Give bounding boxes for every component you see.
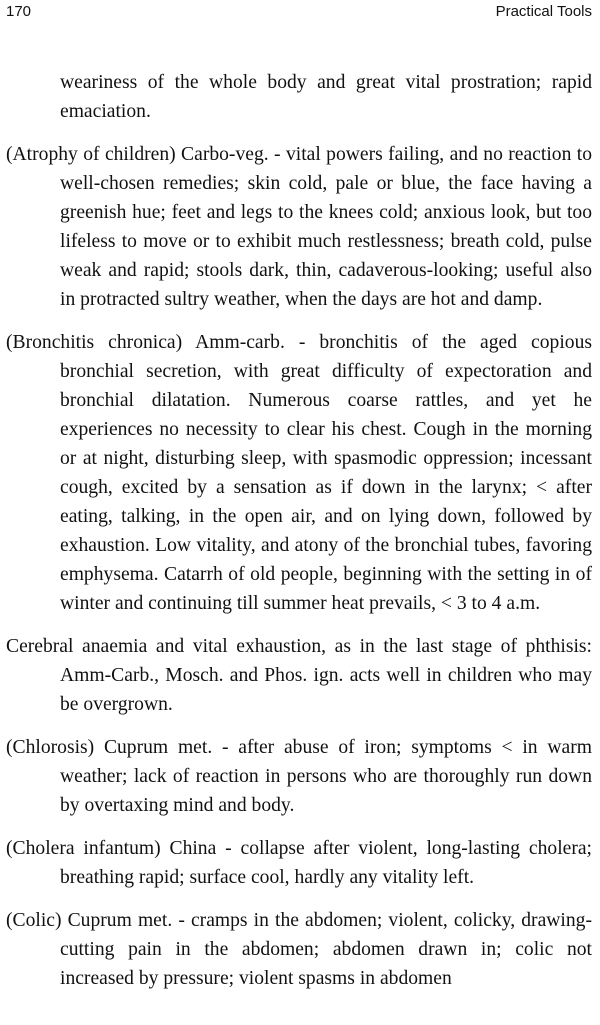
entry-colic: (Colic) Cuprum met. - cramps in the abdomen; violent, colicky, drawing-cutting pain in the abdomen; abdomen drawn in; colic not increased by pressure; violent spasms in abdomen bbox=[6, 910, 592, 989]
entry-chlorosis: (Chlorosis) Cuprum met. - after abuse of iron; symptoms < in warm weather; lack of reaction in persons who are thoroughly run down by overtaxing mind and body. bbox=[6, 737, 592, 816]
entry-atrophy-of-children: (Atrophy of children) Carbo-veg. - vital powers failing, and no reaction to well-chosen remedies; skin cold, pale or blue, the face having a greenish hue; feet and legs to the knees cold; anxious look, but too lifeless to move or to exhibit much restlessness; breath cold, pulse weak and rapid; stools dark, thin, cadaverous-looking; useful also in protracted sultry weather, when the days are hot and damp. bbox=[6, 144, 592, 310]
running-header bbox=[6, 2, 592, 22]
entry-cholera-infantum: (Cholera infantum) China - collapse after violent, long-lasting cholera; breathing rapid; surface cool, hardly any vitality left. bbox=[6, 838, 592, 888]
section-title: Practical Tools bbox=[495, 3, 592, 20]
paragraph-continuation: weariness of the whole body and great vital prostration; rapid emaciation. bbox=[60, 72, 592, 122]
entry-cerebral-anaemia: Cerebral anaemia and vital exhaustion, as in the last stage of phthisis: Amm-Carb., Mosch. and Phos. ign. acts well in children who may be overgrown. bbox=[6, 636, 592, 715]
entry-bronchitis-chronica: (Bronchitis chronica) Amm-carb. - bronchitis of the aged copious bronchial secretion, with great difficulty of expectoration and bronchial dilatation. Numerous coarse rattles, and yet he experiences no necessity to clear his chest. Cough in the morning or at night, disturbing sleep, with spasmodic oppression; incessant cough, excited by a sensation as if down in the larynx; < after eating, talking, in the open air, and on lying down, followed by exhaustion. Low vitality, and atony of the bronchial tubes, favoring emphysema. Catarrh of old people, beginning with the setting in of winter and continuing till summer heat prevails, < 3 to 4 a.m. bbox=[6, 332, 592, 614]
page-number: 170 bbox=[6, 3, 32, 20]
body-text bbox=[6, 68, 592, 993]
